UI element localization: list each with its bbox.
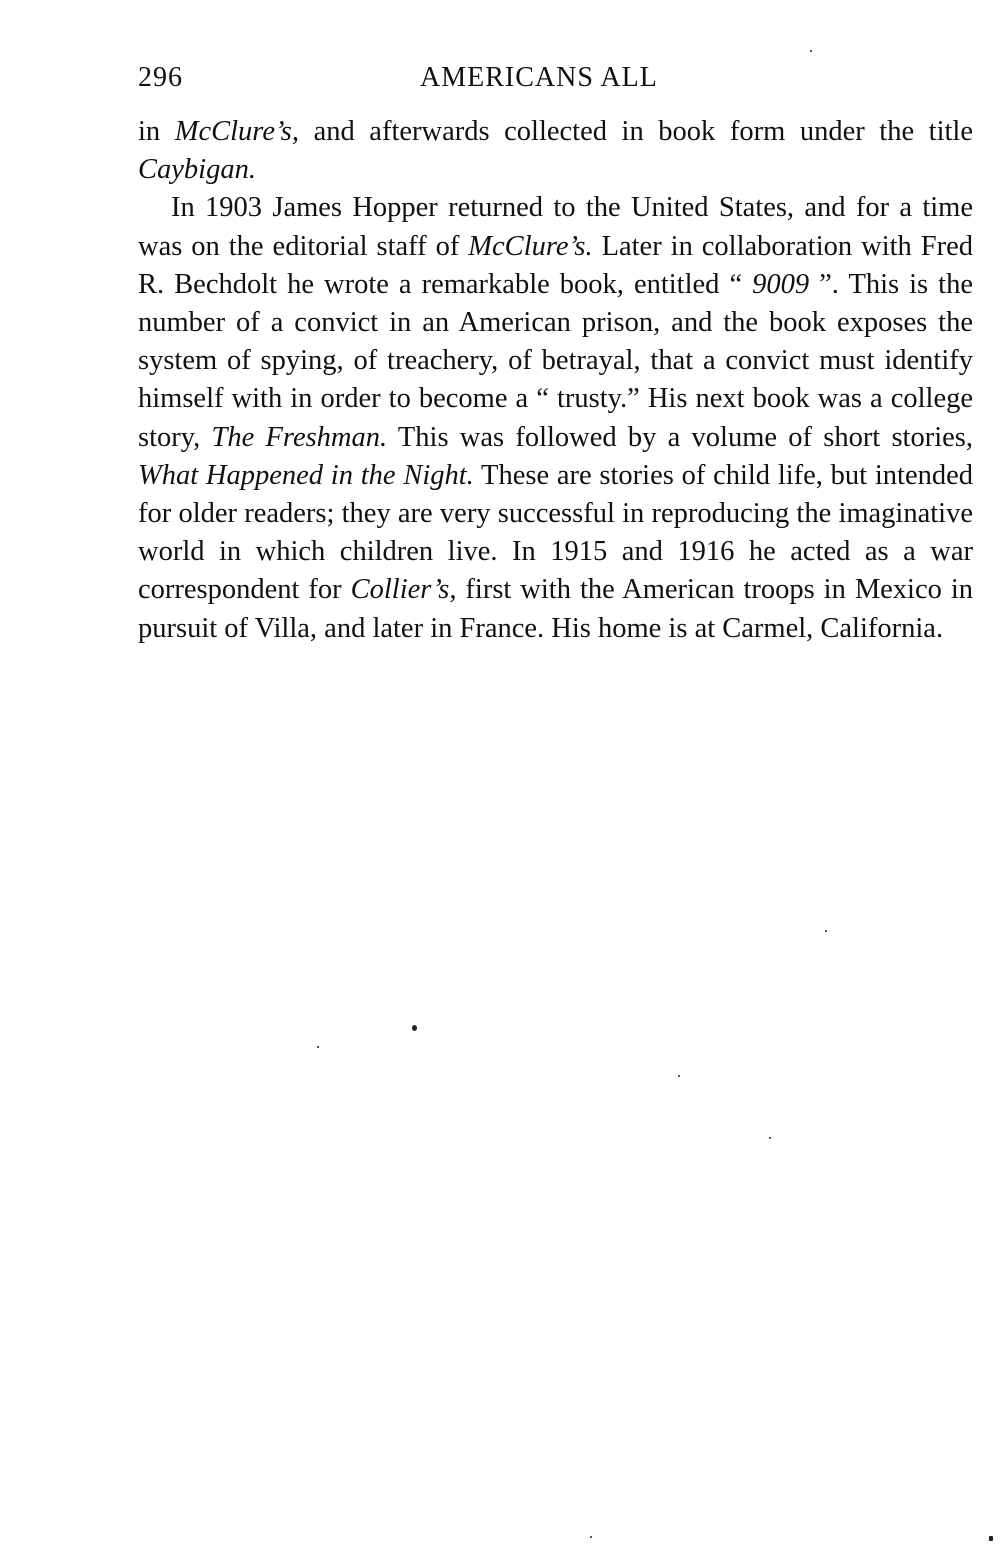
page-number: 296 — [138, 62, 183, 93]
text-segment: ”. This is the number of a convict in an American prison, and the book exposes the system of spying, of treachery, of betrayal, that a convict must identify himself with in order to become a “ trusty.” His next book was a college story, — [138, 268, 973, 453]
scan-speck — [678, 1075, 680, 1077]
paragraph-2 — [138, 189, 973, 647]
text-segment: In 1903 James Hopper returned to the United States, and for a time was on the editorial staff of — [138, 192, 973, 262]
scan-speck — [810, 50, 812, 52]
scan-speck — [412, 1025, 417, 1031]
text-segment: first with the American troops in Mexico in pursuit of Villa, and later in France. His home is at Carmel, California. — [138, 574, 974, 644]
book-title: The Freshman. — [211, 421, 388, 453]
text-segment: Later in collaboration with Fred R. Bechdolt he wrote a remarkable book, entitled “ — [138, 230, 973, 300]
periodical-title: McClure’s. — [468, 230, 593, 262]
scan-speck — [769, 1137, 771, 1139]
text-segment: This was followed by a volume of short stories, — [387, 421, 973, 453]
periodical-title: McClure’s, — [174, 116, 300, 147]
scan-speck — [989, 1536, 993, 1541]
running-title: AMERICANS ALL — [420, 62, 658, 93]
text-segment: These are stories of child life, but intended for older readers; they are very successful in reproducing the imaginative world in which children live. In 1915 and 1916 he acted as a war correspondent for — [138, 459, 973, 606]
scan-speck — [317, 1046, 319, 1048]
text-segment: in — [138, 116, 175, 147]
paragraph-1 — [138, 113, 973, 189]
book-title: What Happened in the Night. — [138, 459, 474, 491]
text-segment: and afterwards collected in book form under the title — [299, 116, 973, 147]
periodical-title: Collier’s, — [350, 574, 457, 606]
running-head — [138, 58, 973, 98]
scan-speck — [825, 930, 827, 932]
body-text — [138, 113, 973, 648]
scan-speck — [590, 1536, 592, 1538]
book-title: Caybigan. — [138, 154, 256, 186]
book-title: 9009 — [752, 268, 810, 300]
